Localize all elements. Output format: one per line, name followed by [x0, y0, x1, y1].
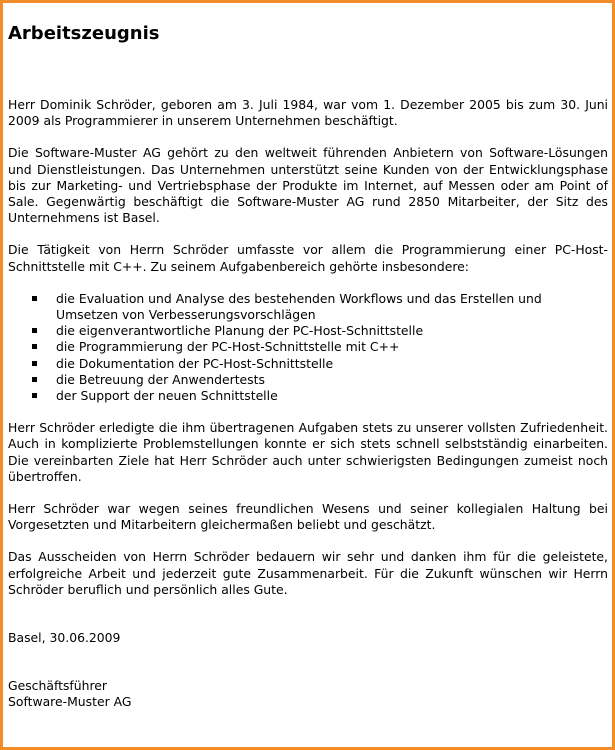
- bullet-icon: [32, 377, 37, 382]
- bullet-icon: [32, 393, 37, 398]
- signature-company: Software-Muster AG: [8, 694, 132, 710]
- place-date: Basel, 30.06.2009: [8, 630, 121, 646]
- intro-paragraph: Herr Dominik Schröder, geboren am 3. Juli 1984, war vom 1. Dezember 2005 bis zum 30. Juni 2009 als Programmierer in unserem Unternehmen beschäftigt.: [8, 97, 608, 129]
- task-text: die Betreuung der Anwendertests: [56, 371, 265, 387]
- bullet-icon: [32, 328, 37, 333]
- company-paragraph: Die Software-Muster AG gehört zu den weltweit führenden Anbietern von Software-Lösungen und Dienstleistungen. Das Unternehmen unterstützt seine Kunden von der Entwicklungsphase bis zur Marketing- und Vertriebsphase der Produkte im Internet, auf Messen oder am Point of Sale. Gegenwärtig beschäftigt die Software-Muster AG rund 2850 Mitarbeiter, der Sitz des Unternehmens ist Basel.: [8, 145, 608, 226]
- list-item: [8, 291, 608, 323]
- task-text: der Support der neuen Schnittstelle: [56, 388, 278, 404]
- bullet-icon: [32, 296, 37, 301]
- task-text: die Evaluation und Analyse des bestehenden Workflows und das Erstellen und Umsetzen von Verbesserungsvorschlägen: [56, 290, 542, 323]
- activity-paragraph: Die Tätigkeit von Herrn Schröder umfasste vor allem die Programmierung einer PC-Host-Schnittstelle mit C++. Zu seinem Aufgabenbereich gehörte insbesondere:: [8, 242, 608, 274]
- list-item: [8, 356, 608, 372]
- conduct-paragraph: Herr Schröder war wegen seines freundlichen Wesens und seiner kollegialen Haltung bei Vorgesetzten und Mitarbeitern gleichermaßen beliebt und geschätzt.: [8, 501, 608, 533]
- list-item: [8, 372, 608, 388]
- task-text: die Programmierung der PC-Host-Schnittstelle mit C++: [56, 339, 400, 355]
- task-text: die eigenverantwortliche Planung der PC-Host-Schnittstelle: [56, 323, 424, 339]
- bullet-icon: [32, 361, 37, 366]
- task-list: [8, 291, 608, 404]
- performance-paragraph: Herr Schröder erledigte die ihm übertragenen Aufgaben stets zu unserer vollsten Zufriedenheit. Auch in komplizierte Problemstellungen konnte er sich stets schnell selbstständig einarbeiten. Die vereinbarten Ziele hat Herr Schröder auch unter schwierigsten Bedingungen zumeist noch übertroffen.: [8, 420, 608, 484]
- signature-role: Geschäftsführer: [8, 678, 108, 694]
- list-item: [8, 388, 608, 404]
- list-item: [8, 323, 608, 339]
- list-item: [8, 339, 608, 355]
- document-title: Arbeitszeugnis: [8, 23, 160, 44]
- signature-block: [8, 678, 608, 710]
- task-text: die Dokumentation der PC-Host-Schnittstelle: [56, 355, 334, 371]
- farewell-paragraph: Das Ausscheiden von Herrn Schröder bedauern wir sehr und danken ihm für die geleistete, erfolgreiche Arbeit und jederzeit gute Zusammenarbeit. Für die Zukunft wünschen wir Herrn Schröder beruflich und persönlich alles Gute.: [8, 549, 608, 597]
- bullet-icon: [32, 344, 37, 349]
